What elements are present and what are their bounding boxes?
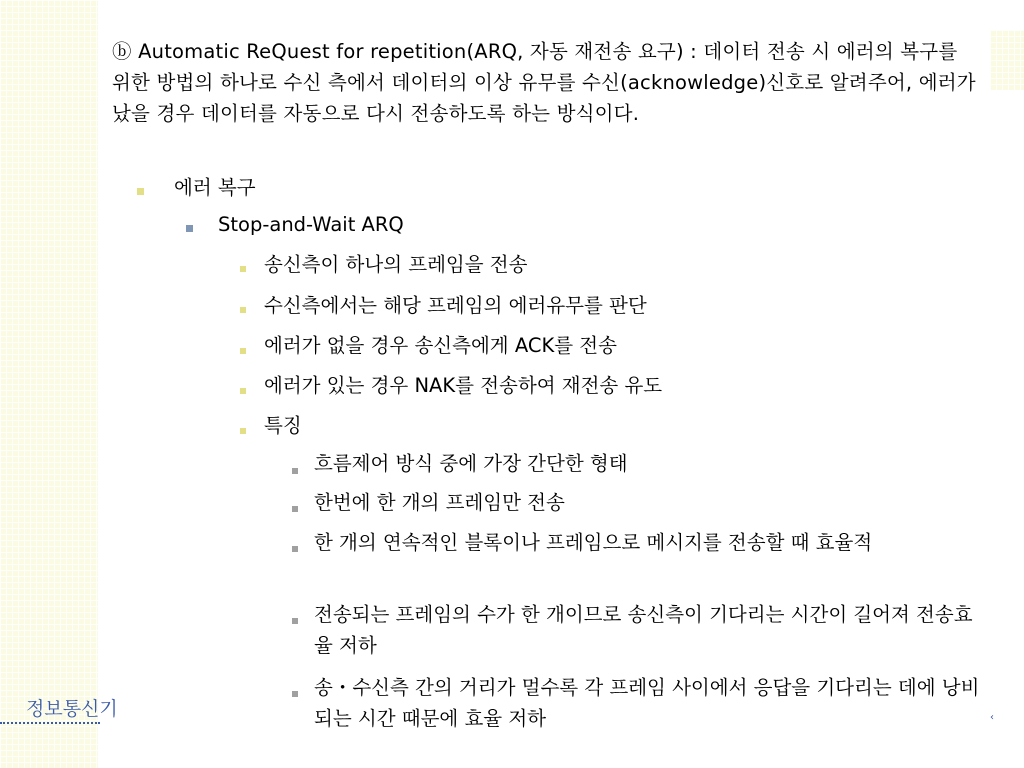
outline-level3-item: 에러가 있는 경우 NAK를 전송하여 재전송 유도	[264, 374, 663, 397]
bullet-square-icon	[240, 348, 246, 354]
bullet-square-icon	[292, 468, 298, 474]
outline-level1: 에러 복구	[174, 176, 256, 199]
left-decorative-panel	[0, 0, 98, 768]
outline-level4-item: 전송되는 프레임의 수가 한 개이므로 송신측이 기다리는 시간이 길어져 전송효율 저하	[314, 603, 973, 657]
page-number: ‹	[990, 712, 994, 723]
outline-level3-item: 수신측에서는 해당 프레임의 에러유무를 판단	[264, 294, 647, 317]
outline-level3-item: 송신측이 하나의 프레임을 전송	[264, 253, 528, 276]
bullet-square-icon	[240, 307, 246, 313]
outline-level4-item: 한 개의 연속적인 블록이나 프레임으로 메시지를 전송할 때 효율적	[314, 531, 873, 554]
bullet-square-icon	[240, 428, 246, 434]
bullet-square-icon	[292, 691, 298, 697]
bullet-square-icon	[137, 188, 144, 195]
intro-paragraph: ⓑ Automatic ReQuest for repetition(ARQ, 자동 재전송 요구) : 데이터 전송 시 에러의 복구를 위한 방법의 하나로 수신 측에서 데이터의 이상 유무를 수신(acknowledge)신호로 알려주어, 에러가 났을 경우 데이터를 자동으로 다시 전송하도록 하는 방식이다.	[112, 40, 976, 125]
outline-level2: Stop-and-Wait ARQ	[218, 213, 404, 236]
outline-level3-item: 특징	[264, 414, 302, 437]
right-decorative-panel	[984, 30, 1024, 90]
outline-level3-item: 에러가 없을 경우 송신측에게 ACK를 전송	[264, 334, 617, 357]
footer-divider	[0, 722, 100, 724]
bullet-square-icon	[186, 225, 193, 232]
bullet-square-icon	[240, 388, 246, 394]
bullet-square-icon	[292, 506, 298, 512]
bullet-square-icon	[292, 546, 298, 552]
outline-level4-item: 송・수신측 간의 거리가 멀수록 각 프레임 사이에서 응답을 기다리는 데에 낭비되는 시간 때문에 효율 저하	[314, 676, 980, 730]
outline-level4-item: 흐름제어 방식 중에 가장 간단한 형태	[314, 452, 628, 475]
outline-level4-item: 한번에 한 개의 프레임만 전송	[314, 491, 565, 514]
slide-content	[100, 28, 990, 748]
bullet-square-icon	[292, 618, 298, 624]
footer-title: 정보통신기	[26, 698, 118, 720]
bullet-square-icon	[240, 266, 246, 272]
